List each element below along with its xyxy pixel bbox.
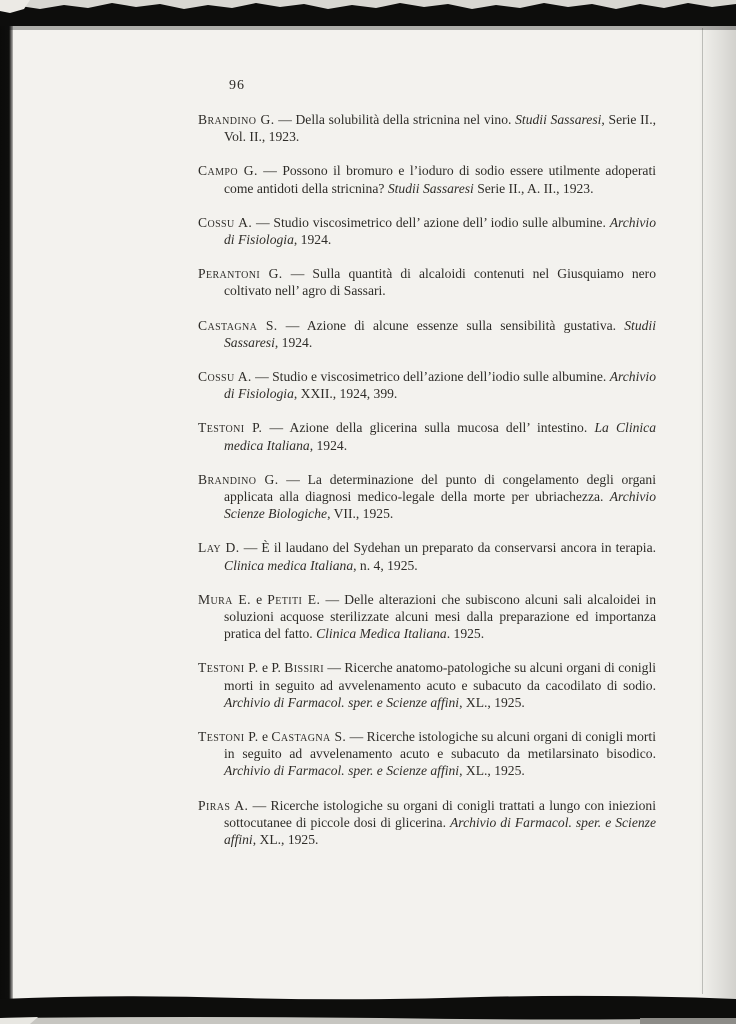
work-title: Studii Sassaresi [224, 317, 656, 350]
bibliography-entry [198, 111, 656, 145]
entry-text: — Possono il bromuro e l’ioduro di sodio essere utilmente adoperati come antidoti della stricnina? [224, 163, 656, 196]
bibliography-entry [198, 591, 656, 643]
bibliography-entry [198, 162, 656, 196]
entry-text: — Sulla quantità di alcaloidi contenuti nel Giusquiamo nero coltivato nell’ agro di Sassari. [224, 266, 656, 299]
author-name: Piras A. [198, 797, 249, 813]
page-number: 96 [229, 78, 245, 93]
bibliography-entry [198, 539, 656, 573]
work-title: Archivio di Farmacol. sper. e Scienze affini [224, 694, 460, 710]
author-name: Brandino G. [198, 112, 275, 127]
entry-text: , Serie II., Vol. II., 1923. [224, 112, 656, 145]
bibliography-list [198, 111, 656, 865]
torn-edge-graphic [0, 0, 736, 30]
bibliography-entry [198, 471, 656, 523]
entry-text: , VII., 1925. [327, 506, 394, 522]
entry-text: , XXII., 1924, 399. [293, 386, 398, 402]
bibliography-entry [198, 265, 656, 299]
bibliography-entry [198, 419, 656, 453]
entry-text: , 1924. [274, 334, 313, 350]
work-title: Archivio di Fisiologia [224, 214, 656, 248]
author-name: Testoni P. [198, 420, 263, 436]
entry-text: — Studio viscosimetrico dell’ azione dell’ iodio sulle albumine. [252, 214, 610, 230]
entry-text: — La determinazione del punto di congelamento degli organi applicata alla diagnosi medico-legale della morte per ubriachezza. [224, 471, 656, 505]
work-title: Archivio Scienze Biologiche [224, 489, 656, 522]
entry-text: — Studio e viscosimetrico dell’azione dell’iodio sulle albumine. [251, 369, 610, 385]
author-name: Bissiri [284, 660, 324, 676]
work-title: La Clinica medica Italiana [224, 420, 657, 453]
work-title: Studii Sassaresi [515, 112, 602, 127]
author-name: Testoni P. [198, 660, 259, 676]
entry-text: — Ricerche anatomo-patologiche su alcuni organi di conigli morti in seguito ad avvelenamento acuto e subacuto da cacodilato di sodio. [224, 660, 656, 693]
author-name: Mura E. [198, 591, 251, 607]
author-name: Castagna S. [271, 729, 347, 745]
author-name: Perantoni G. [198, 266, 283, 282]
author-name: Cossu A. [198, 214, 253, 230]
entry-text: — Azione della glicerina sulla mucosa dell’ intestino. [262, 420, 595, 436]
entry-text: , 1924. [309, 437, 348, 453]
bibliography-entry [198, 368, 656, 402]
entry-text: e [258, 729, 272, 745]
work-title: Clinica Medica Italiana [316, 626, 447, 642]
entry-text: . 1925. [446, 626, 485, 642]
bibliography-entry [198, 728, 656, 780]
bibliography-entry [198, 797, 656, 849]
work-title: Archivio di Farmacol. sper. e Scienze affini [224, 814, 656, 848]
scan-edge-top [0, 0, 736, 30]
author-name: Lay D. [198, 540, 240, 556]
scan-edge-left [0, 0, 13, 1024]
entry-text: — È il laudano del Sydehan un preparato da conservarsi ancora in terapia. [239, 540, 656, 556]
entry-text: — Azione di alcune essenze sulla sensibilità gustativa. [277, 317, 625, 333]
work-title: Archivio di Farmacol. sper. e Scienze affini [224, 763, 460, 779]
entry-text: e [250, 591, 268, 607]
bottom-edge-graphic [0, 990, 736, 1024]
page-right-shadow [698, 0, 736, 1024]
entry-text: , 1924. [293, 232, 332, 248]
entry-text: Serie II., A. II., 1923. [473, 180, 594, 196]
author-name: Petiti E. [267, 591, 321, 607]
work-title: Clinica medica Italiana [224, 557, 354, 573]
entry-text: , n. 4, 1925. [353, 557, 418, 573]
bibliography-entry [198, 317, 656, 351]
work-title: Studii Sassaresi [387, 180, 474, 196]
entry-text: , XL., 1925. [459, 763, 525, 779]
bibliography-entry [198, 659, 656, 711]
entry-text: — Della solubilità della stricnina nel vino. [274, 112, 516, 127]
author-name: Campo G. [198, 163, 258, 179]
author-name: Brandino G. [198, 471, 279, 487]
entry-text: , XL., 1925. [252, 832, 319, 848]
scan-edge-bottom [0, 990, 736, 1024]
entry-text: , XL., 1925. [459, 694, 525, 710]
author-name: Cossu A. [198, 369, 252, 385]
bibliography-entry [198, 214, 656, 248]
entry-text: — Delle alterazioni che subiscono alcuni sali alcaloidei in soluzioni acquose sterilizzate alcuni mesi dalla preparazione ed importanza pratica del fatto. [224, 591, 657, 642]
work-title: Archivio di Fisiologia [224, 369, 656, 402]
entry-text: e P. [258, 660, 285, 676]
page-fold-line [702, 28, 703, 994]
entry-text: — Ricerche istologiche su organi di conigli trattati a lungo con iniezioni sottocutanee di piccole dosi di glicerina. [224, 797, 656, 830]
entry-text: — Ricerche istologiche su alcuni organi di conigli morti in seguito ad avvelenamento acuto e subacuto da metilarsinato bisodico. [224, 729, 656, 762]
author-name: Testoni P. [198, 729, 259, 745]
author-name: Castagna S. [198, 317, 278, 333]
